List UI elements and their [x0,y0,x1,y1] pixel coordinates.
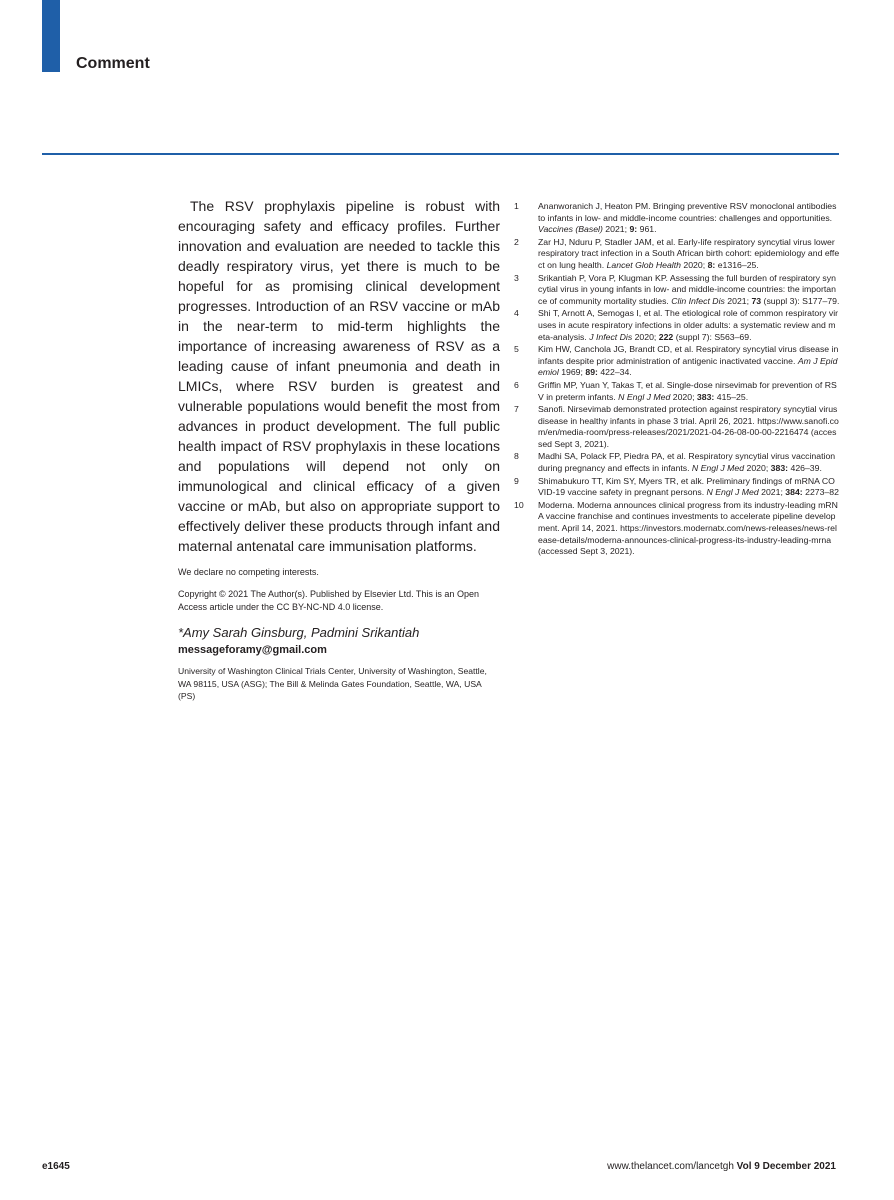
reference-volume: 383: [770,463,789,474]
reference-year: 2021; [761,487,783,498]
reference-pages: 426–39. [790,463,822,474]
reference-volume: 383: [696,391,715,402]
reference-body: Griffin MP, Yuan Y, Takas T, et al. Single-dose nirsevimab for prevention of RSV in preterm infants. [538,379,837,402]
reference-text [538,273,840,308]
reference-volume: 222 [658,331,674,342]
reference-volume: 384: [785,487,803,498]
issue-date: December 2021 [762,1161,836,1172]
reference-body: Srikantiah P, Vora P, Klugman KP. Assessing the full burden of respiratory syncytial virus in young infants in low- and middle-income countries: the importance of community mortality studies. [538,272,836,306]
reference-item [514,451,840,474]
reference-journal: Am J Epidemiol [538,355,838,378]
reference-text [538,500,840,558]
reference-body: Shi T, Arnott A, Semogas I, et al. The etiological role of common respiratory viruses in acute respiratory infections in older adults: a systematic review and meta-analysis. [538,308,839,342]
reference-text [538,404,840,450]
reference-number: 7 [514,404,519,415]
reference-journal: N Engl J Med [691,463,745,474]
reference-body: Madhi SA, Polack FP, Piedra PA, et al. Respiratory syncytial virus vaccination during pregnancy and effects in infants. [538,451,836,474]
reference-pages: (suppl 7): S563–69. [675,331,752,342]
reference-text [538,237,840,272]
journal-url[interactable]: www.thelancet.com/lancetgh [607,1161,734,1172]
reference-volume: 73 [751,295,762,306]
reference-pages: 2273–82 [805,487,839,498]
body-paragraph: The RSV prophylaxis pipeline is robust with encouraging safety and efficacy profiles. Further innovation and evaluation are needed to tackle this deadly respiratory virus, yet there is much to be hopeful for as promising clinical development progresses. Introduction of an RSV vaccine or mAb in the near-term to mid-term highlights the importance of increasing awareness of RSV as a leading cause of infant pneumonia and death in LMICs, where RSV burden is greatest and vulnerable populations would benefit the most from advances in product development. The full public health impact of RSV prophylaxis in these locations and populations will depend not only on immunological and clinical efficacy of a given vaccine or mAb, but also on appropriate support to effectively deliver these products through infant and maternal antenatal care immunisation platforms. [178,198,500,554]
reference-number: 9 [514,475,519,486]
reference-item [514,380,840,403]
reference-year: 2020; [683,259,706,270]
reference-volume: 8: [707,259,716,270]
reference-item [514,476,840,499]
reference-text [538,476,840,499]
reference-text [538,380,840,403]
reference-number: 10 [514,499,524,510]
reference-body: Sanofi. Nirsevimab demonstrated protection against respiratory syncytial virus disease in healthy infants in phase 3 trial. April 26, 2021. https://www.sanofi.com/en/media-room/press-releases/2021/2021-04-26-08-00-00-2216474 (accessed Sept 3, 2021). [538,404,839,449]
reference-item [514,201,840,236]
reference-number: 3 [514,272,519,283]
reference-text [538,451,840,474]
reference-pages: (suppl 3): S177–79. [763,295,840,306]
reference-pages: e1316–25. [717,259,759,270]
reference-number: 1 [514,201,519,211]
reference-item [514,500,840,558]
reference-number: 6 [514,379,519,390]
reference-number: 5 [514,344,519,355]
reference-journal: Vaccines (Basel) [538,224,603,235]
reference-journal: N Engl J Med [706,487,759,498]
reference-body: Shimabukuro TT, Kim SY, Myers TR, et alk. Preliminary findings of mRNA COVID-19 vaccine safety in pregnant persons. [538,475,835,498]
reference-number: 8 [514,451,519,462]
reference-journal: Lancet Glob Health [606,259,681,270]
copyright-notice: Copyright © 2021 The Author(s). Published by Elsevier Ltd. This is an Open Access article under the CC BY-NC-ND 4.0 license. [178,589,479,612]
reference-volume: 9: [629,224,638,235]
page-number: e1645 [42,1161,70,1172]
reference-body: Moderna. Moderna announces clinical progress from its industry-leading mRNA vaccine franchise and continues investments to accelerate pipeline development. April 14, 2021. https://investors.modernatx.com/news-releases/news-release-details/moderna-announces-clinical-progress-its-industry-leading-mrna (accessed Sept 3, 2021). [538,499,838,557]
reference-text [538,308,840,343]
reference-year: 1969; [561,367,583,378]
reference-pages: 961. [639,224,657,235]
reference-item [514,237,840,272]
reference-body: Zar HJ, Nduru P, Stadler JAM, et al. Early-life respiratory syncytial virus lower respiratory tract infection in a South African birth cohort: epidemiology and effect on lung health. [538,236,840,270]
reference-item [514,344,840,379]
reference-item [514,404,840,450]
reference-year: 2021; [605,224,628,235]
header-rule [42,153,839,155]
reference-journal: N Engl J Med [618,391,671,402]
reference-number: 2 [514,236,519,247]
reference-journal: Clin Infect Dis [671,295,725,306]
reference-year: 2020; [672,391,695,402]
reference-item [514,273,840,308]
reference-journal: J Infect Dis [589,331,633,342]
reference-year: 2020; [634,331,657,342]
author-email[interactable]: messageforamy@gmail.com [178,644,327,656]
reference-text [538,344,840,379]
section-label: Comment [76,55,150,72]
main-column [178,196,500,703]
author-names: *Amy Sarah Ginsburg, Padmini Srikantiah [178,625,420,640]
reference-year: 2020; [746,463,769,474]
journal-footer [607,1161,836,1172]
reference-body: Ananworanich J, Heaton PM. Bringing preventive RSV monoclonal antibodies to infants in low- and middle-income countries: challenges and opportunities. [538,201,837,223]
reference-number: 4 [514,308,519,319]
reference-year: 2021; [727,295,750,306]
reference-body: Kim HW, Canchola JG, Brandt CD, et al. Respiratory syncytial virus disease in infants despite prior administration of antigenic inactivated vaccine. [538,344,839,366]
reference-list [514,201,840,559]
reference-item [514,308,840,343]
journal-volume: Vol 9 [736,1161,760,1172]
reference-pages: 415–25. [716,391,749,402]
reference-volume: 89: [585,367,598,378]
author-affiliation: University of Washington Clinical Trials Center, University of Washington, Seattle, WA 98115, USA (ASG); The Bill & Melinda Gates Foundation, Seattle, WA, USA (PS) [178,666,487,701]
reference-pages: 422–34. [600,367,632,378]
reference-text [538,201,840,236]
accent-bar [42,0,60,72]
competing-interests: We declare no competing interests. [178,567,319,577]
